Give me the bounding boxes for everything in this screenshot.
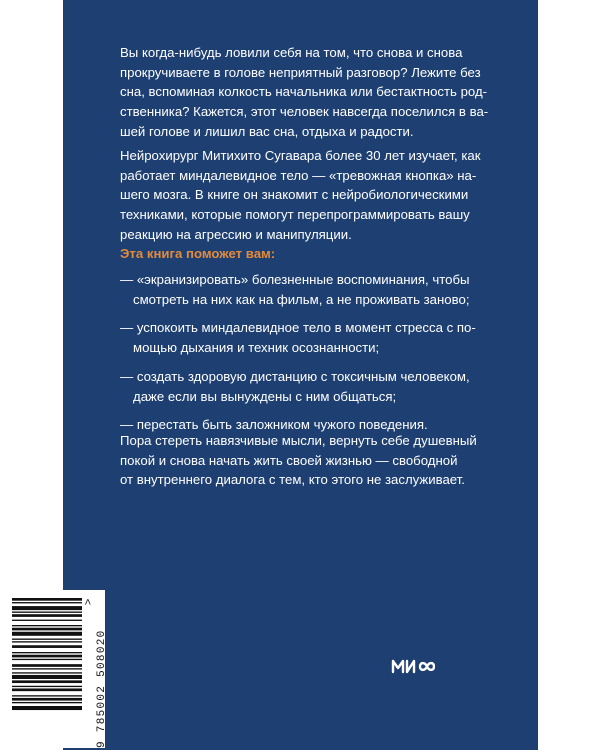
author-paragraph	[120, 146, 500, 245]
benefits-list	[120, 270, 510, 435]
barcode-bar	[12, 686, 82, 687]
text-line: покой и снова начать жить своей жизнью — свободной	[120, 452, 458, 468]
text-line: Пора стереть навязчивые мысли, вернуть себе душевный	[120, 433, 477, 448]
text-line: — перестать быть заложником чужого поведения.	[120, 417, 428, 433]
text-line: смотреть на них как на фильм, а не проживать заново;	[133, 291, 470, 307]
barcode-bar	[12, 706, 82, 710]
barcode-bar	[12, 639, 82, 640]
text-line: мощью дыхания и техник осознанности;	[133, 340, 380, 356]
text-line: даже если вы вынуждены с ним общаться;	[133, 388, 397, 404]
text-line: Вы когда-нибудь ловили себя на том, что снова и снова	[120, 45, 463, 60]
text-line: — создать здоровую дистанцию с токсичным человеком,	[120, 368, 470, 384]
barcode-bar	[12, 645, 82, 648]
barcode-bar	[12, 675, 82, 679]
barcode-bar	[12, 664, 82, 667]
barcode-bar	[12, 652, 82, 653]
mif-logo-icon	[391, 655, 435, 677]
barcode-bar	[12, 628, 82, 631]
text-line: прокручиваете в голове неприятный разговор? Лежите без	[120, 64, 481, 80]
text-line: Нейрохирург Митихито Сугавара более 30 лет изучает, как	[120, 148, 481, 163]
barcode-bar	[12, 655, 82, 658]
barcode-bar	[12, 614, 82, 617]
benefits-heading: Эта книга поможет вам:	[120, 246, 276, 261]
text-line: — «экранизировать» болезненные воспоминания, чтобы	[120, 272, 470, 287]
barcode-bar	[12, 602, 82, 603]
barcode-bar	[12, 695, 82, 696]
barcode-bar	[12, 688, 82, 691]
barcode-arrow: >	[83, 598, 96, 606]
text-line: шей голове и лишил вас сна, отдыха и радости.	[120, 123, 414, 139]
isbn-barcode	[0, 590, 105, 748]
barcode-bar	[12, 641, 82, 642]
list-item	[120, 270, 510, 309]
barcode-bar	[12, 680, 82, 683]
barcode-bar	[12, 620, 82, 621]
barcode-bar	[12, 612, 82, 613]
barcode-bars	[12, 598, 82, 740]
barcode-bar	[12, 668, 82, 669]
list-item	[120, 318, 510, 357]
text-line: шего мозга. В книге он знакомит с нейробиологическими	[120, 187, 469, 203]
text-line: ственника? Кажется, этот человек навсегда поселился в ва-	[120, 104, 489, 120]
list-item	[120, 367, 510, 406]
barcode-bar	[12, 672, 82, 673]
barcode-bar	[12, 698, 82, 701]
barcode-bar	[12, 598, 82, 601]
barcode-bar	[12, 606, 82, 610]
text-line: — успокоить миндалевидное тело в момент стресса с по-	[120, 320, 476, 336]
isbn-digits: 9 785002 508020	[96, 629, 108, 748]
text-line: от внутреннего диалога с тем, кто этого не заслуживает.	[120, 472, 465, 488]
barcode-bar	[12, 702, 82, 703]
intro-paragraph	[120, 43, 500, 142]
text-line: техниками, которые помогут перепрограммировать вашу	[120, 207, 470, 223]
text-line: реакцию на агрессию и манипуляции.	[120, 226, 352, 242]
text-line: работает миндалевидное тело — «тревожная кнопка» на-	[120, 167, 477, 183]
closing-paragraph	[120, 431, 500, 490]
barcode-bar	[12, 625, 82, 626]
text-line: сна, вспоминая колкость начальника или бестактность род-	[120, 84, 488, 100]
barcode-bar	[12, 659, 82, 660]
barcode-bar	[12, 632, 82, 636]
